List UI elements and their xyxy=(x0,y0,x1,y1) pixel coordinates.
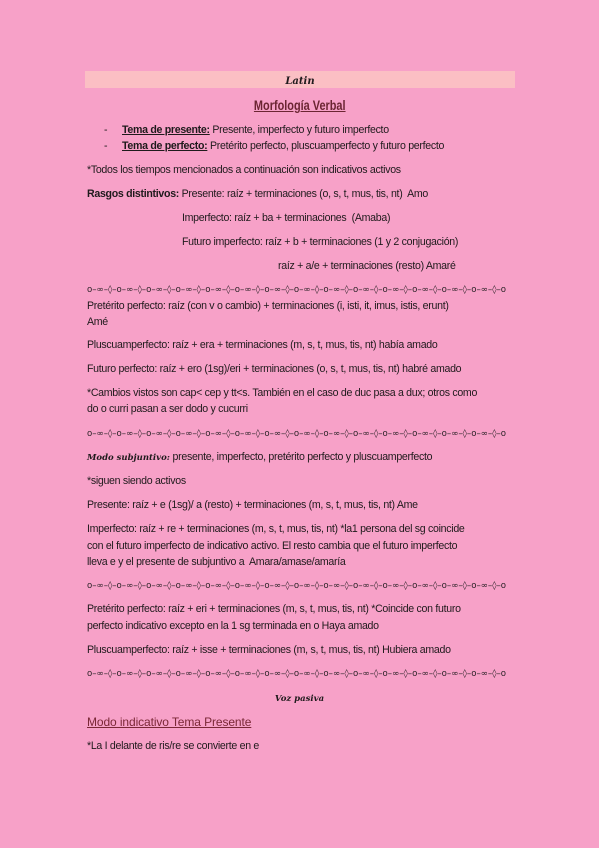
rasgos-futuro-imperfecto: Futuro imperfecto: raíz + b + terminaciones (1 y 2 conjugación) xyxy=(182,236,459,248)
rasgos-futuro-resto: raíz + a/e + terminaciones (resto) Amaré xyxy=(278,260,456,272)
bullet-text: Presente, imperfecto y futuro imperfecto xyxy=(209,124,389,136)
voz-pasiva-heading-wrap xyxy=(0,691,599,706)
subjuntivo-imperfecto-line-3: lleva e y el presente de subjuntivo a Amara/amase/amaría xyxy=(87,556,346,568)
subjuntivo-tiempos: presente, imperfecto, pretérito perfecto y pluscuamperfecto xyxy=(169,451,433,463)
ornamental-divider: o–∞–◊–o–∞–◊–o–∞–◊–o–∞–◊–o–∞–◊–o–∞–◊–o–∞–◊–o–∞–◊–o–∞–◊–o–∞–◊–o–∞–◊–o–∞–◊–o–∞–◊–o–∞–◊–o xyxy=(87,581,507,591)
voz-pasiva-nota: *La I delante de ris/re se convierte en e xyxy=(87,740,260,752)
ornamental-divider: o–∞–◊–o–∞–◊–o–∞–◊–o–∞–◊–o–∞–◊–o–∞–◊–o–∞–◊–o–∞–◊–o–∞–◊–o–∞–◊–o–∞–◊–o–∞–◊–o–∞–◊–o–∞–◊–o xyxy=(87,285,507,295)
header-bar xyxy=(85,71,515,88)
futuro-perfecto: Futuro perfecto: raíz + ero (1sg)/eri + terminaciones (o, s, t, mus, tis, nt) habré amado xyxy=(87,363,462,375)
bullet-item-tema-presente xyxy=(122,123,389,137)
voz-pasiva-heading: Voz pasiva xyxy=(274,694,325,704)
subjuntivo-imperfecto-line-1: Imperfecto: raíz + re + terminaciones (m, s, t, mus, tis, nt) *la1 persona del sg coincide xyxy=(87,523,465,535)
rasgos-imperfecto: Imperfecto: raíz + ba + terminaciones (Amaba) xyxy=(182,212,391,224)
subjuntivo-nota: *siguen siendo activos xyxy=(87,475,186,487)
subjuntivo-label: Modo subjuntivo: xyxy=(87,453,170,463)
pluscuamperfecto-indicativo: Pluscuamperfecto: raíz + era + terminaciones (m, s, t, mus, tis, nt) había amado xyxy=(87,339,438,351)
bullet-marker: - xyxy=(104,140,108,152)
rasgos-label: Rasgos distintivos: xyxy=(87,188,180,200)
bullet-text: Pretérito perfecto, pluscuamperfecto y futuro perfecto xyxy=(207,140,445,152)
rasgos-presente-line xyxy=(87,187,428,201)
bullet-label: Tema de perfecto: xyxy=(122,140,208,152)
ornamental-divider: o–∞–◊–o–∞–◊–o–∞–◊–o–∞–◊–o–∞–◊–o–∞–◊–o–∞–◊–o–∞–◊–o–∞–◊–o–∞–◊–o–∞–◊–o–∞–◊–o–∞–◊–o–∞–◊–o xyxy=(87,669,507,679)
subjuntivo-preterito-perfecto-line-2: perfecto indicativo excepto en la 1 sg terminada en o Haya amado xyxy=(87,620,379,632)
subjuntivo-imperfecto-line-2: con el futuro imperfecto de indicativo activo. El resto cambia que el futuro imperfecto xyxy=(87,540,458,552)
subjuntivo-presente: Presente: raíz + e (1sg)/ a (resto) + terminaciones (m, s, t, mus, tis, nt) Ame xyxy=(87,499,418,511)
header-title: Latin xyxy=(285,76,315,87)
bullet-marker: - xyxy=(104,124,108,136)
bullet-label: Tema de presente: xyxy=(122,124,210,136)
ornamental-divider: o–∞–◊–o–∞–◊–o–∞–◊–o–∞–◊–o–∞–◊–o–∞–◊–o–∞–◊–o–∞–◊–o–∞–◊–o–∞–◊–o–∞–◊–o–∞–◊–o–∞–◊–o–∞–◊–o xyxy=(87,429,507,439)
bullet-item-tema-perfecto xyxy=(122,139,444,153)
cambios-line-1: *Cambios vistos son cap< cep y tt<s. También en el caso de duc pasa a dux; otros como xyxy=(87,387,478,399)
page-title-wrap xyxy=(0,96,599,115)
voz-pasiva-subheading: Modo indicativo Tema Presente xyxy=(87,715,252,729)
subjuntivo-tiempos-line xyxy=(87,450,432,465)
preterito-perfecto-line-1: Pretérito perfecto: raíz (con v o cambio) + terminaciones (i, isti, it, imus, istis, erunt) xyxy=(87,300,449,312)
preterito-perfecto-line-2: Amé xyxy=(87,316,108,328)
page-title: Morfología Verbal xyxy=(253,97,346,113)
rasgos-presente: Presente: raíz + terminaciones (o, s, t, mus, tis, nt) Amo xyxy=(179,188,429,200)
subjuntivo-pluscuamperfecto: Pluscuamperfecto: raíz + isse + terminaciones (m, s, t, mus, tis, nt) Hubiera amado xyxy=(87,644,451,656)
note-tiempos: *Todos los tiempos mencionados a continuación son indicativos activos xyxy=(87,164,401,176)
subjuntivo-preterito-perfecto-line-1: Pretérito perfecto: raíz + eri + terminaciones (m, s, t, mus, tis, nt) *Coincide con futuro xyxy=(87,603,461,615)
cambios-line-2: do o curri pasan a ser dodo y cucurri xyxy=(87,403,248,415)
